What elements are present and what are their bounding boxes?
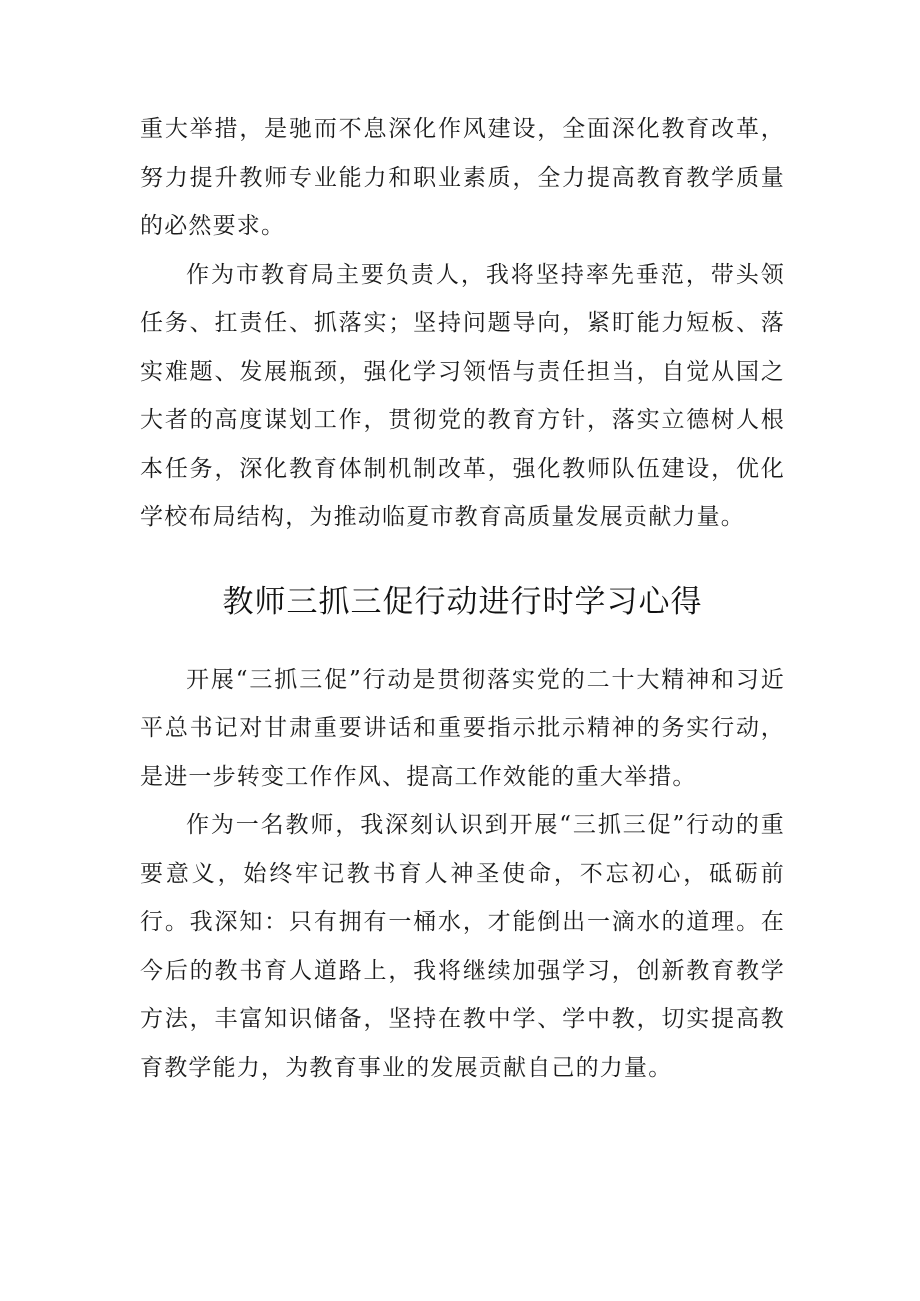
paragraph-action-intro: 开展“三抓三促”行动是贯彻落实党的二十大精神和习近平总书记对甘肃重要讲话和重要指示批示精神的务实行动，是进一步转变工作作风、提高工作效能的重大举措。 [140,666,785,790]
paragraph-responsibility: 作为市教育局主要负责人，我将坚持率先垂范，带头领任务、扛责任、抓落实；坚持问题导向，紧盯能力短板、落实难题、发展瓶颈，强化学习领悟与责任担当，自觉从国之大者的高度谋划工作，贯彻党的教育方针，落实立德树人根本任务，深化教育体制机制改革，强化教师队伍建设，优化学校布局结构，为推动临夏市教育高质量发展贡献力量。 [140,261,785,530]
paragraph-continuation: 重大举措，是驰而不息深化作风建设，全面深化教育改革，努力提升教师专业能力和职业素质，全力提高教育教学质量的必然要求。 [140,116,785,239]
paragraph-teacher-reflection: 作为一名教师，我深刻认识到开展“三抓三促”行动的重要意义，始终牢记教书育人神圣使命，不忘初心，砥砺前行。我深知：只有拥有一桶水，才能倒出一滴水的道理。在今后的教书育人道路上，我将继续加强学习，创新教育教学方法，丰富知识储备，坚持在教中学、学中教，切实提高教育教学能力，为教育事业的发展贡献自己的力量。 [140,812,785,1081]
section-title: 教师三抓三促行动进行时学习心得 [222,583,703,620]
document-body [140,105,785,1092]
